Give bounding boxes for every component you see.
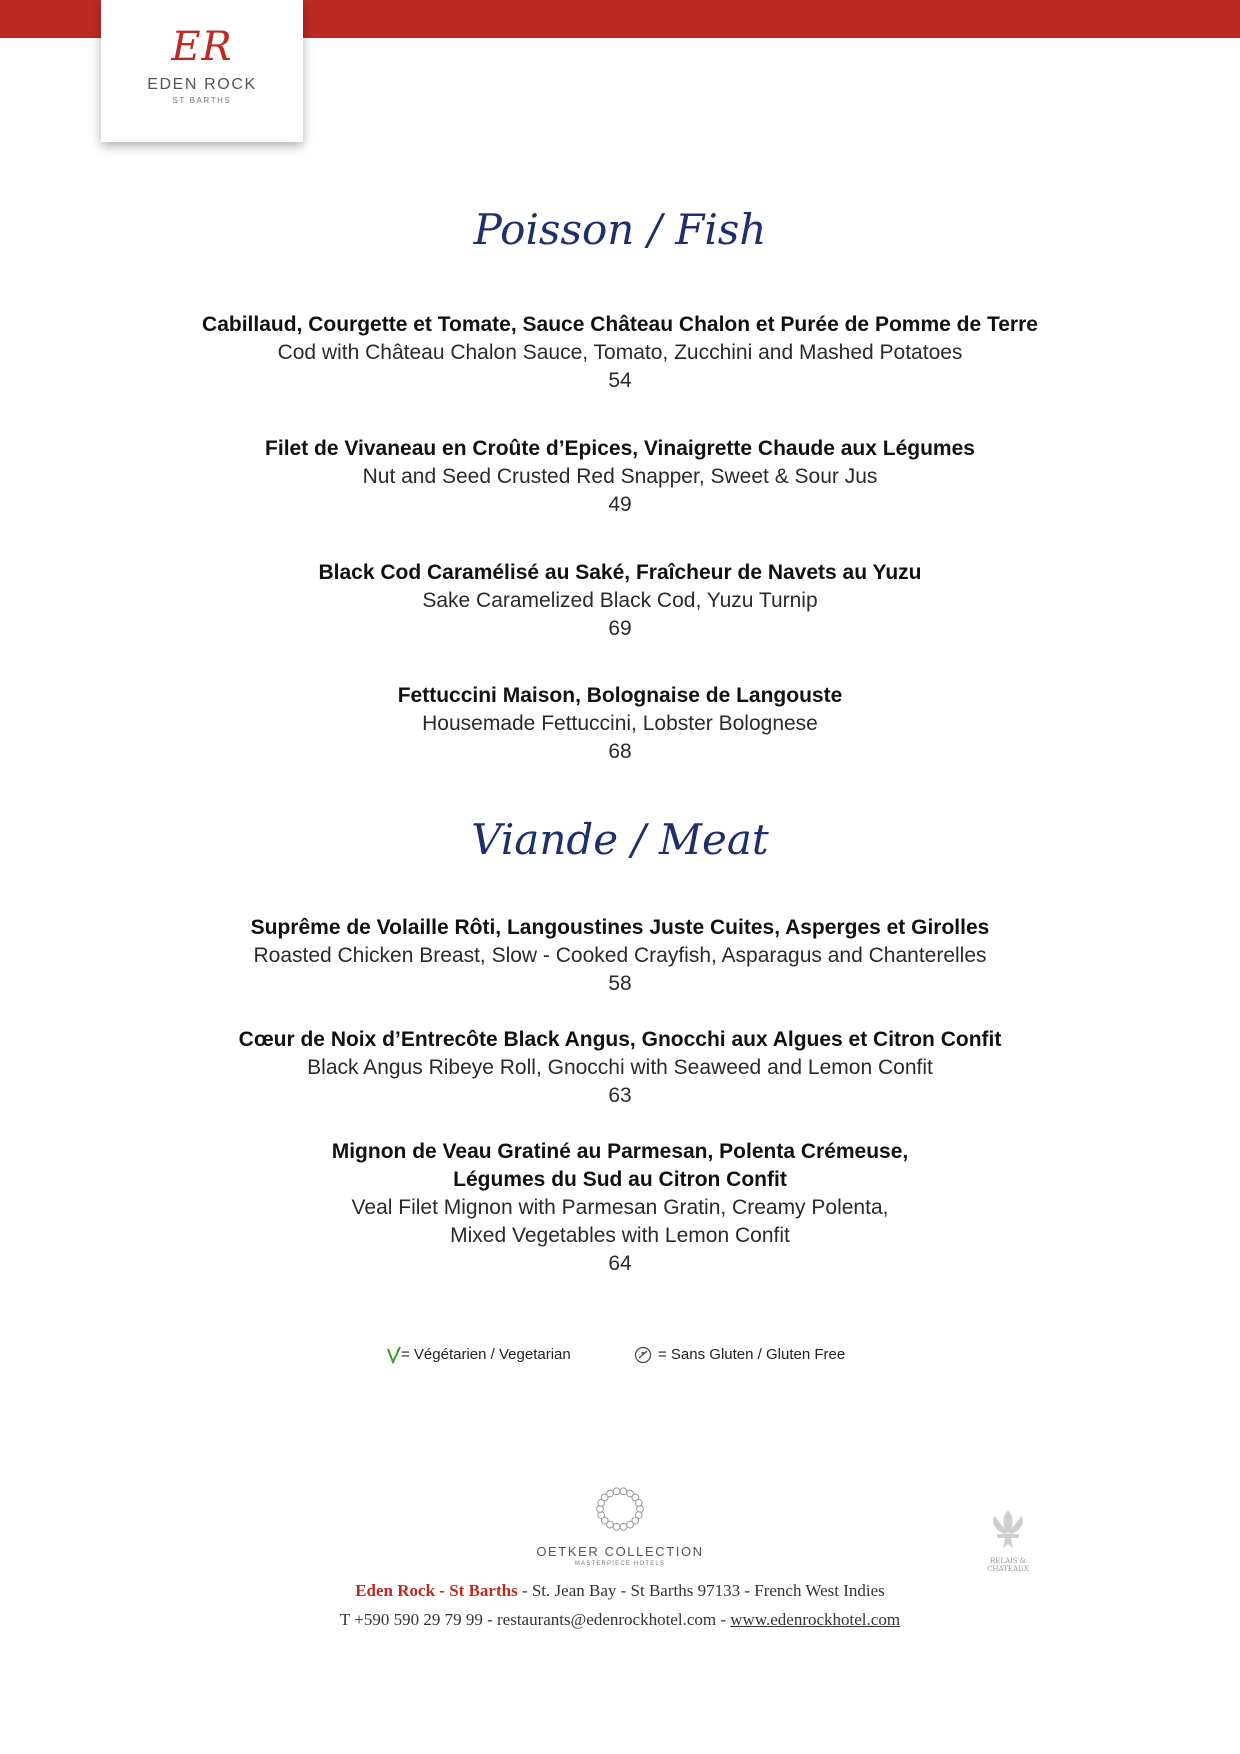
oetker-name: OETKER COLLECTION xyxy=(536,1544,704,1559)
dish-price: 68 xyxy=(608,740,632,763)
dish-name-fr: Mignon de Veau Gratiné au Parmesan, Polenta Crémeuse, xyxy=(331,1140,909,1163)
legend-gluten-free xyxy=(634,1345,845,1365)
dish-name-fr: Filet de Vivaneau en Croûte d’Epices, Vinaigrette Chaude aux Légumes xyxy=(265,437,975,460)
relais-line1: RELAIS & xyxy=(989,1557,1027,1565)
website-link[interactable]: www.edenrockhotel.com xyxy=(730,1610,901,1629)
dish-name-en: Sake Caramelized Black Cod, Yuzu Turnip xyxy=(422,589,818,612)
dish-name-en: Housemade Fettuccini, Lobster Bolognese xyxy=(422,712,818,735)
logo-monogram: ER xyxy=(171,24,233,70)
dish-name-fr: Cœur de Noix d’Entrecôte Black Angus, Gnocchi aux Algues et Citron Confit xyxy=(238,1028,1002,1051)
dish-name-fr: Black Cod Caramélisé au Saké, Fraîcheur de Navets au Yuzu xyxy=(318,561,922,584)
dish-item xyxy=(0,435,1240,519)
dish-item xyxy=(0,1138,1240,1278)
dish-item xyxy=(0,914,1240,998)
logo-name: EDEN ROCK xyxy=(147,76,257,93)
dish-name-fr: Fettuccini Maison, Bolognaise de Langouste xyxy=(397,684,843,707)
legend-vegetarian xyxy=(387,1345,571,1365)
dish-name-en: Veal Filet Mignon with Parmesan Gratin, Creamy Polenta, xyxy=(351,1196,889,1219)
dish-name-fr-line2: Légumes du Sud au Citron Confit xyxy=(453,1168,787,1191)
section-title-fish: Poisson / Fish xyxy=(473,205,767,254)
footer-contact xyxy=(0,1610,1240,1630)
dish-name-en: Cod with Château Chalon Sauce, Tomato, Zucchini and Mashed Potatoes xyxy=(277,341,963,364)
dish-price: 69 xyxy=(608,617,632,640)
dish-price: 64 xyxy=(608,1252,632,1275)
dish-name-en: Roasted Chicken Breast, Slow - Cooked Crayfish, Asparagus and Chanterelles xyxy=(253,944,987,967)
logo-subtitle: ST BARTHS xyxy=(172,96,232,105)
dish-item xyxy=(0,1026,1240,1110)
dish-item xyxy=(0,559,1240,643)
footer-address-text: - St. Jean Bay - St Barths 97133 - French West Indies xyxy=(517,1581,885,1600)
dish-name-fr: Cabillaud, Courgette et Tomate, Sauce Château Chalon et Purée de Pomme de Terre xyxy=(202,313,1038,336)
dish-name-en: Black Angus Ribeye Roll, Gnocchi with Seaweed and Lemon Confit xyxy=(307,1056,933,1079)
legend-vegetarian-label: = Végétarien / Vegetarian xyxy=(401,1346,571,1363)
dish-price: 49 xyxy=(608,493,632,516)
eden-rock-logo xyxy=(101,0,303,142)
dish-name-fr: Suprême de Volaille Rôti, Langoustines Juste Cuites, Asperges et Girolles xyxy=(250,916,990,939)
dish-item xyxy=(0,682,1240,766)
dish-price: 54 xyxy=(608,369,632,392)
gluten-free-icon xyxy=(634,1346,652,1364)
dish-name-en: Nut and Seed Crusted Red Snapper, Sweet & Sour Jus xyxy=(362,465,878,488)
footer-brand: Eden Rock - St Barths xyxy=(355,1581,518,1600)
footer-contact-text: T +590 590 29 79 99 - restaurants@edenrockhotel.com - xyxy=(339,1610,731,1629)
section-title-meat: Viande / Meat xyxy=(471,815,769,864)
dish-price: 63 xyxy=(608,1084,632,1107)
vegetarian-leaf-icon xyxy=(387,1346,401,1364)
relais-line2: CHATEAUX xyxy=(987,1565,1029,1573)
oetker-subtitle: MASTERPIECE HOTELS xyxy=(574,1561,666,1567)
footer-address xyxy=(0,1581,1240,1601)
dish-price: 58 xyxy=(608,972,632,995)
dish-name-en-line2: Mixed Vegetables with Lemon Confit xyxy=(450,1224,790,1247)
legend-gluten-free-label: = Sans Gluten / Gluten Free xyxy=(658,1346,846,1363)
pearl-ring-icon xyxy=(590,1485,650,1535)
dish-item xyxy=(0,311,1240,395)
relais-chateaux-logo xyxy=(972,1508,1044,1573)
oetker-collection-logo xyxy=(520,1485,720,1567)
fleur-de-lis-icon xyxy=(983,1508,1033,1552)
